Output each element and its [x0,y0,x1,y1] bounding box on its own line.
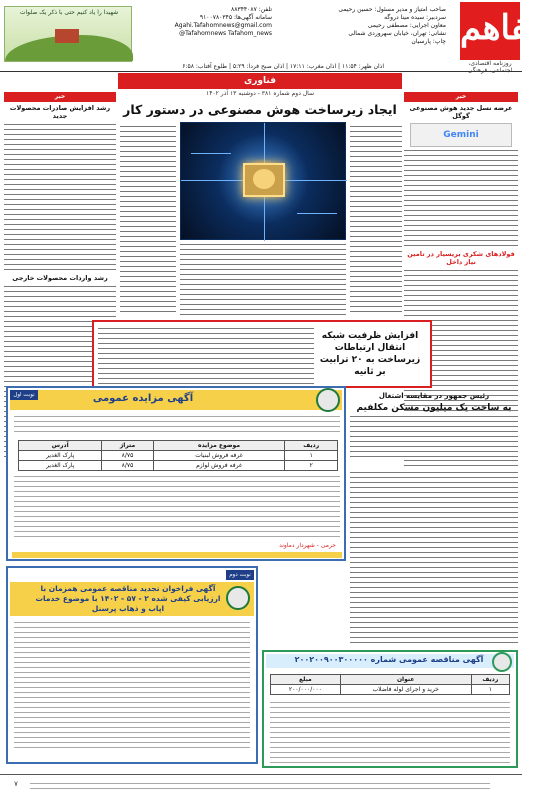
masthead-staff [276,6,446,58]
table-row: ۱ خرید و اجرای لوله فاضلاب ۲۰۰/۰۰۰/۰۰۰ [271,685,510,695]
prayer-times: اذان ظهر: ۱۱:۵۴ | اذان مغرب: ۱۷:۱۱ | اذان صبح فردا: ۵:۲۹ | طلوع آفتاب: ۶:۵۸ [182,63,384,70]
infrastructure-box [92,320,432,388]
table-row: ۲ غرفه فروش لوازم ۸/۷۵ پارک الغدیر [19,461,338,471]
ai-chip-image [180,122,346,240]
bid-ad[interactable] [262,650,518,768]
main-headline[interactable]: ایجاد زیرساخت هوش مصنوعی در دستور کار [123,102,397,117]
right-lower-headline-2[interactable]: به ساخت یک میلیون مسکن مکلفیم [356,403,512,413]
right-lower-text-2 [350,470,518,646]
table-row: ۱ غرفه فروش لبنیات ۸/۷۵ پارک الغدیر [19,451,338,461]
main-article-text-below [180,242,346,316]
call-ad[interactable] [6,566,258,764]
page-footer [0,774,522,798]
call-ad-title: آگهی فراخوان تجدید مناقصه عمومی همزمان با ارزیابی کیفی شده ۲ - ۵۷ - ۱۴۰۲ با موضوع خدمات اپاب و ذهاب پرسنل [35,584,221,613]
left-headline-1[interactable]: رشد افزایش صادرات محصولات جدید [9,104,111,120]
organization-emblem-icon [226,586,250,610]
bid-ad-title: آگهی مناقصه عمومی شماره ۲۰۰۲۰۰۹۰۰۳۰۰۰۰۰ [294,655,484,664]
tender-intro-text [14,414,340,436]
call-ad-tag: نوبت دوم [226,570,254,580]
social-line[interactable]: @Tafahomnews Tafahom_news [179,30,272,37]
table-header: موضوع مزایده [153,441,285,451]
brain-icon [253,169,275,189]
table-header: ردیف [285,441,338,451]
logo-subtitle: روزنامه اقتصادی، اجتماعی، فرهنگی [467,60,513,74]
right-headline[interactable]: عرضه نسل جدید هوش مصنوعی گوگل [409,104,513,120]
gemini-logo: Gemini [410,123,512,147]
tender-signature: حرمی - شهردار دماوند [279,542,336,549]
footer-text [30,781,490,793]
tender-ad[interactable] [6,386,346,561]
table-header: آدرس [19,441,102,451]
house-icon [55,29,79,43]
news-label-left: خبر [4,92,116,102]
left-headline-2[interactable]: رشد واردات محصولات خارجی [12,274,108,282]
section-title: فناوری [118,73,402,89]
masthead-contact [142,6,272,58]
newspaper-logo[interactable]: تفاهم [460,2,520,60]
tender-table [18,440,338,471]
infrastructure-text [98,326,314,384]
right-lower-news [350,390,518,470]
news-label: خبر [404,92,518,102]
deputy-line: معاون اجرایی: مصطفی رحیمی [367,22,446,29]
main-article-text-left [120,124,176,316]
tender-terms-text [14,474,340,540]
tender-ad-tag: نوبت اول [10,390,38,400]
email-line[interactable]: Agahi.Tafahomnews@gmail.com [174,22,272,29]
promo-banner[interactable] [4,6,132,62]
owner-line: صاحب امتیاز و مدیر مسئول: حسین رحیمی [338,6,446,13]
left-article-text [4,122,116,272]
tender-ad-title: آگهی مزایده عمومی [92,393,194,404]
editor-line: سردبیر: سیده مینا دروگه [384,14,446,21]
masthead [0,0,538,74]
bid-ad-text [270,700,510,764]
issue-info: سال دوم شماره ۳۸۱ - دوشنبه ۱۳ آذر ۱۴۰۲ [206,90,314,97]
right-lower-headline-1[interactable]: رئیس جمهور در مقایسه اشتغال [378,392,490,400]
promo-text: شهیدا را یاد کنیم حتی با ذکر یک صلوات [19,9,119,16]
company-emblem-icon [492,652,512,672]
page-number: ۷ [14,780,18,788]
bid-table: ردیف عنوان مبلغ ۱ خرید و اجرای لوله فاضلاب ۲۰۰/۰۰۰/۰۰۰ [270,674,510,695]
main-article-text-right [350,124,402,316]
right-lower-text [350,414,518,458]
right-subhead[interactable]: فولادهای شکری بریسیار در تامین نیاز داخل [407,250,515,266]
table-header: متراژ [102,441,153,451]
tender-footer-bar [12,552,342,558]
ads-line: سامانه آگهی‌ها: ۹۱۰۰۷۸۰۳۴۵ [199,14,272,21]
municipality-emblem-icon [316,388,340,412]
print-line: چاپ: پارسیان [411,38,446,45]
right-article-text [404,148,518,248]
phone-line: تلفن: ۸۸۳۴۴۰۸۷ [231,6,272,13]
call-ad-text [14,620,250,752]
infrastructure-headline[interactable]: افزایش ظرفیت شبکه انتقال ارتباطات زیرساخت به ۲۰ ترابیت بر ثانیه [319,331,421,377]
address-line: نشانی: تهران، خیابان سهروردی شمالی [348,30,446,37]
